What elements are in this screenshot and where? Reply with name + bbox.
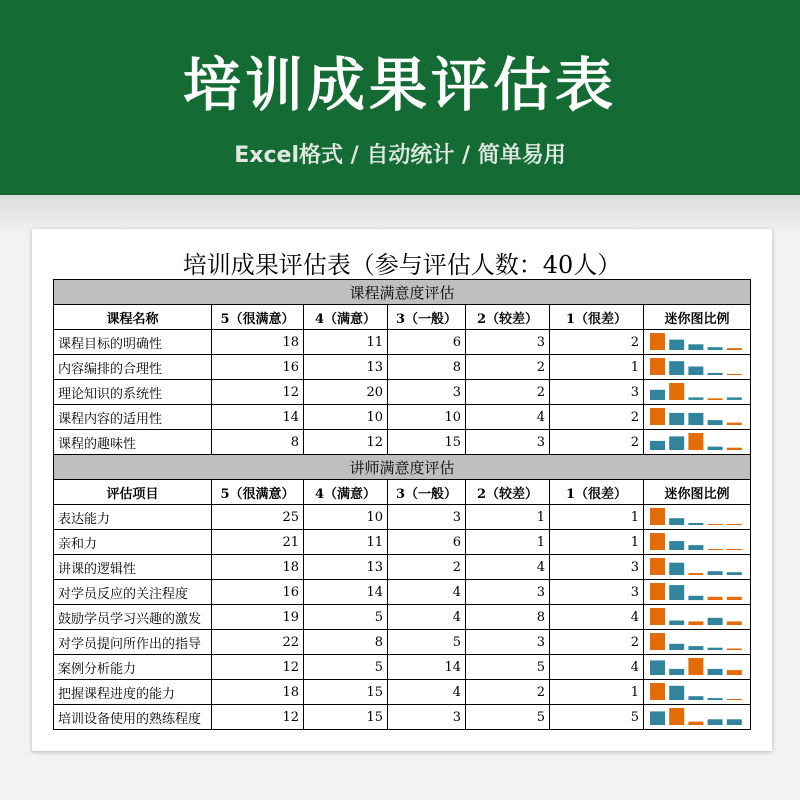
section-title-row xyxy=(54,455,751,480)
sparkline-bar xyxy=(708,373,723,375)
score-count-cell[interactable]: 15 xyxy=(304,705,388,730)
sparkline-bar xyxy=(727,448,742,450)
score-count-cell[interactable]: 2 xyxy=(466,355,550,380)
column-header[interactable]: 5（很满意） xyxy=(212,305,304,330)
sparkline-cell[interactable] xyxy=(644,605,751,630)
score-count-cell[interactable]: 22 xyxy=(212,630,304,655)
sparkline-bar xyxy=(708,571,723,575)
column-header[interactable]: 3（一般） xyxy=(388,480,466,505)
sparkline-chart xyxy=(644,680,750,704)
score-count-cell[interactable]: 3 xyxy=(466,330,550,355)
score-count-cell[interactable]: 3 xyxy=(388,505,466,530)
evaluation-table xyxy=(53,279,751,730)
score-count-cell[interactable]: 11 xyxy=(304,530,388,555)
sparkline-bar xyxy=(650,441,665,450)
sparkline-chart xyxy=(644,605,750,629)
table-row xyxy=(54,605,751,630)
score-count-cell[interactable]: 3 xyxy=(466,580,550,605)
sparkline-cell[interactable] xyxy=(644,580,751,605)
score-count-cell[interactable]: 19 xyxy=(212,605,304,630)
score-count-cell[interactable]: 4 xyxy=(466,405,550,430)
sparkline-bar xyxy=(688,621,703,625)
sparkline-chart xyxy=(644,330,750,354)
sparkline-chart xyxy=(644,405,750,429)
sparkline-bar xyxy=(669,644,684,650)
score-count-cell[interactable]: 2 xyxy=(550,630,644,655)
score-count-cell[interactable]: 12 xyxy=(212,655,304,680)
section-title[interactable]: 课程满意度评估 xyxy=(54,280,751,305)
sparkline-bar xyxy=(688,696,703,700)
score-count-cell[interactable]: 1 xyxy=(550,505,644,530)
item-name-cell[interactable]: 对学员提问所作出的指导 xyxy=(54,630,212,655)
sparkline-cell[interactable] xyxy=(644,530,751,555)
column-header[interactable]: 2（较差） xyxy=(466,480,550,505)
score-count-cell[interactable]: 2 xyxy=(388,555,466,580)
sparkline-bar xyxy=(650,533,665,550)
table-row xyxy=(54,380,751,405)
sparkline-bar xyxy=(727,423,742,425)
sparkline-bar xyxy=(688,344,703,350)
sparkline-bar xyxy=(708,447,723,450)
column-header-name[interactable]: 评估项目 xyxy=(54,480,212,505)
sparkline-bar xyxy=(708,597,723,600)
sparkline-cell[interactable] xyxy=(644,380,751,405)
sparkline-bar xyxy=(727,549,742,550)
sparkline-bar xyxy=(688,413,703,425)
column-header[interactable]: 1（很差） xyxy=(550,305,644,330)
sparkline-bar xyxy=(727,348,742,350)
score-count-cell[interactable]: 1 xyxy=(550,530,644,555)
sparkline-bar xyxy=(650,608,665,625)
score-count-cell[interactable]: 15 xyxy=(388,430,466,455)
table-row xyxy=(54,355,751,380)
item-name-cell[interactable]: 课程的趣味性 xyxy=(54,430,212,455)
score-count-cell[interactable]: 8 xyxy=(304,630,388,655)
sparkline-bar xyxy=(708,420,723,425)
table-row xyxy=(54,630,751,655)
item-name-cell[interactable]: 理论知识的系统性 xyxy=(54,380,212,405)
sparkline-chart xyxy=(644,555,750,579)
sparkline-chart xyxy=(644,355,750,379)
score-count-cell[interactable]: 18 xyxy=(212,330,304,355)
sparkline-bar xyxy=(669,340,684,350)
sparkline-bar xyxy=(708,524,723,525)
sparkline-bar xyxy=(727,524,742,525)
table-row xyxy=(54,430,751,455)
score-count-cell[interactable]: 25 xyxy=(212,505,304,530)
sparkline-chart xyxy=(644,580,750,604)
score-count-cell[interactable]: 20 xyxy=(304,380,388,405)
sparkline-bar xyxy=(650,583,665,600)
score-count-cell[interactable]: 1 xyxy=(550,680,644,705)
column-header[interactable]: 5（很满意） xyxy=(212,480,304,505)
sparkline-chart xyxy=(644,505,750,529)
score-count-cell[interactable]: 5 xyxy=(304,655,388,680)
sparkline-bar xyxy=(669,436,684,450)
sparkline-cell[interactable] xyxy=(644,680,751,705)
banner-title: 培训成果评估表 xyxy=(182,51,617,119)
sparkline-bar xyxy=(727,572,742,575)
score-count-cell[interactable]: 5 xyxy=(466,705,550,730)
score-count-cell[interactable]: 4 xyxy=(466,555,550,580)
column-header[interactable]: 迷你图比例 xyxy=(644,305,751,330)
sheet-title: 培训成果评估表（参与评估人数：40人） xyxy=(182,251,622,279)
score-count-cell[interactable]: 10 xyxy=(388,405,466,430)
score-count-cell[interactable]: 4 xyxy=(550,605,644,630)
sparkline-bar xyxy=(727,397,742,400)
table-row xyxy=(54,505,751,530)
sparkline-bar xyxy=(650,558,665,575)
sparkline-chart xyxy=(644,530,750,554)
score-count-cell[interactable]: 4 xyxy=(550,655,644,680)
sparkline-chart xyxy=(644,630,750,654)
sparkline-bar xyxy=(688,573,703,575)
sparkline-cell[interactable] xyxy=(644,705,751,730)
sparkline-bar xyxy=(708,669,723,675)
sparkline-bar xyxy=(669,383,684,400)
score-count-cell[interactable]: 12 xyxy=(212,380,304,405)
score-count-cell[interactable]: 3 xyxy=(550,380,644,405)
sparkline-bar xyxy=(688,722,703,725)
sparkline-bar xyxy=(708,618,723,625)
sparkline-bar xyxy=(669,686,684,700)
item-name-cell[interactable]: 对学员反应的关注程度 xyxy=(54,580,212,605)
sparkline-bar xyxy=(688,545,703,550)
column-header[interactable]: 4（满意） xyxy=(304,305,388,330)
score-count-cell[interactable]: 2 xyxy=(550,430,644,455)
sparkline-bar xyxy=(708,648,723,650)
sparkline-cell[interactable] xyxy=(644,430,751,455)
score-count-cell[interactable]: 3 xyxy=(466,630,550,655)
sparkline-bar xyxy=(727,699,742,700)
sparkline-bar xyxy=(669,413,684,425)
sparkline-bar xyxy=(650,333,665,350)
column-header[interactable]: 迷你图比例 xyxy=(644,480,751,505)
score-count-cell[interactable]: 3 xyxy=(550,580,644,605)
sparkline-bar xyxy=(650,683,665,700)
score-count-cell[interactable]: 5 xyxy=(388,630,466,655)
score-count-cell[interactable]: 3 xyxy=(388,705,466,730)
score-count-cell[interactable]: 5 xyxy=(304,605,388,630)
score-count-cell[interactable]: 14 xyxy=(388,655,466,680)
score-count-cell[interactable]: 18 xyxy=(212,680,304,705)
score-count-cell[interactable]: 5 xyxy=(550,705,644,730)
sparkline-bar xyxy=(669,708,684,725)
sparkline-bar xyxy=(650,633,665,650)
item-name-cell[interactable]: 培训设备使用的熟练程度 xyxy=(54,705,212,730)
score-count-cell[interactable]: 15 xyxy=(304,680,388,705)
sparkline-chart xyxy=(644,380,750,404)
column-header[interactable]: 2（较差） xyxy=(466,305,550,330)
score-count-cell[interactable]: 2 xyxy=(466,680,550,705)
section-title[interactable]: 讲师满意度评估 xyxy=(54,455,751,480)
table-row xyxy=(54,330,751,355)
table-row xyxy=(54,555,751,580)
banner-subtitle: Excel格式 / 自动统计 / 简单易用 xyxy=(234,143,566,168)
sparkline-chart xyxy=(644,705,750,729)
score-count-cell[interactable]: 16 xyxy=(212,355,304,380)
sparkline-cell[interactable] xyxy=(644,355,751,380)
score-count-cell[interactable]: 18 xyxy=(212,555,304,580)
column-header-name[interactable]: 课程名称 xyxy=(54,305,212,330)
score-count-cell[interactable]: 3 xyxy=(466,430,550,455)
sparkline-bar xyxy=(708,719,723,725)
score-count-cell[interactable]: 10 xyxy=(304,505,388,530)
sparkline-bar xyxy=(669,621,684,626)
item-name-cell[interactable]: 讲课的逻辑性 xyxy=(54,555,212,580)
sparkline-bar xyxy=(727,374,742,375)
banner xyxy=(0,0,800,195)
sparkline-bar xyxy=(688,646,703,650)
score-count-cell[interactable]: 4 xyxy=(388,605,466,630)
sparkline-cell[interactable] xyxy=(644,405,751,430)
table-row xyxy=(54,405,751,430)
sparkline-bar xyxy=(708,398,723,400)
sparkline-bar xyxy=(650,711,665,725)
sparkline-bar xyxy=(669,563,684,575)
sparkline-cell[interactable] xyxy=(644,505,751,530)
item-name-cell[interactable]: 课程内容的适用性 xyxy=(54,405,212,430)
table-row xyxy=(54,580,751,605)
item-name-cell[interactable]: 鼓励学员学习兴趣的激发 xyxy=(54,605,212,630)
sparkline-bar xyxy=(727,719,742,725)
score-count-cell[interactable]: 8 xyxy=(212,430,304,455)
score-count-cell[interactable]: 1 xyxy=(466,505,550,530)
sparkline-bar xyxy=(650,390,665,400)
table-row xyxy=(54,680,751,705)
score-count-cell[interactable]: 14 xyxy=(304,580,388,605)
sparkline-bar xyxy=(708,698,723,700)
item-name-cell[interactable]: 案例分析能力 xyxy=(54,655,212,680)
sparkline-bar xyxy=(727,621,742,625)
score-count-cell[interactable]: 4 xyxy=(388,680,466,705)
table-row xyxy=(54,530,751,555)
score-count-cell[interactable]: 12 xyxy=(304,430,388,455)
score-count-cell[interactable]: 2 xyxy=(550,330,644,355)
sparkline-chart xyxy=(644,655,750,679)
score-count-cell[interactable]: 12 xyxy=(212,705,304,730)
column-header[interactable]: 3（一般） xyxy=(388,305,466,330)
sparkline-bar xyxy=(688,433,703,450)
sparkline-bar xyxy=(688,596,703,600)
sparkline-cell[interactable] xyxy=(644,655,751,680)
sparkline-bar xyxy=(669,361,684,375)
sparkline-bar xyxy=(650,660,665,675)
score-count-cell[interactable]: 14 xyxy=(212,405,304,430)
sparkline-cell[interactable] xyxy=(644,555,751,580)
sparkline-cell[interactable] xyxy=(644,630,751,655)
score-count-cell[interactable]: 21 xyxy=(212,530,304,555)
score-count-cell[interactable]: 13 xyxy=(304,355,388,380)
header-row xyxy=(54,305,751,330)
score-count-cell[interactable]: 16 xyxy=(212,580,304,605)
sparkline-bar xyxy=(669,669,684,675)
score-count-cell[interactable]: 4 xyxy=(388,580,466,605)
section-title-row xyxy=(54,280,751,305)
sparkline-chart xyxy=(644,430,750,454)
score-count-cell[interactable]: 13 xyxy=(304,555,388,580)
score-count-cell[interactable]: 6 xyxy=(388,330,466,355)
sparkline-bar xyxy=(650,508,665,525)
sparkline-bar xyxy=(727,670,742,675)
score-count-cell[interactable]: 8 xyxy=(388,355,466,380)
header-row xyxy=(54,480,751,505)
column-header[interactable]: 4（满意） xyxy=(304,480,388,505)
score-count-cell[interactable]: 10 xyxy=(304,405,388,430)
sparkline-bar xyxy=(650,358,665,375)
score-count-cell[interactable]: 3 xyxy=(388,380,466,405)
table-row xyxy=(54,705,751,730)
score-count-cell[interactable]: 1 xyxy=(466,530,550,555)
score-count-cell[interactable]: 1 xyxy=(550,355,644,380)
sparkline-bar xyxy=(688,523,703,525)
spreadsheet-sheet xyxy=(32,229,772,751)
sparkline-bar xyxy=(708,347,723,350)
sparkline-bar xyxy=(727,649,742,651)
item-name-cell[interactable]: 亲和力 xyxy=(54,530,212,555)
item-name-cell[interactable]: 把握课程进度的能力 xyxy=(54,680,212,705)
sparkline-bar xyxy=(727,597,742,600)
sparkline-bar xyxy=(669,541,684,550)
item-name-cell[interactable]: 课程目标的明确性 xyxy=(54,330,212,355)
column-header[interactable]: 1（很差） xyxy=(550,480,644,505)
score-count-cell[interactable]: 6 xyxy=(388,530,466,555)
score-count-cell[interactable]: 2 xyxy=(550,405,644,430)
sparkline-bar xyxy=(688,367,703,376)
score-count-cell[interactable]: 2 xyxy=(466,380,550,405)
sparkline-bar xyxy=(688,658,703,675)
sparkline-bar xyxy=(650,408,665,425)
sparkline-bar xyxy=(669,518,684,525)
table-row xyxy=(54,655,751,680)
score-count-cell[interactable]: 11 xyxy=(304,330,388,355)
score-count-cell[interactable]: 3 xyxy=(550,555,644,580)
sparkline-cell[interactable] xyxy=(644,330,751,355)
item-name-cell[interactable]: 内容编排的合理性 xyxy=(54,355,212,380)
sparkline-bar xyxy=(708,549,723,550)
sparkline-bar xyxy=(669,585,684,600)
item-name-cell[interactable]: 表达能力 xyxy=(54,505,212,530)
sparkline-bar xyxy=(688,397,703,400)
score-count-cell[interactable]: 8 xyxy=(466,605,550,630)
score-count-cell[interactable]: 5 xyxy=(466,655,550,680)
